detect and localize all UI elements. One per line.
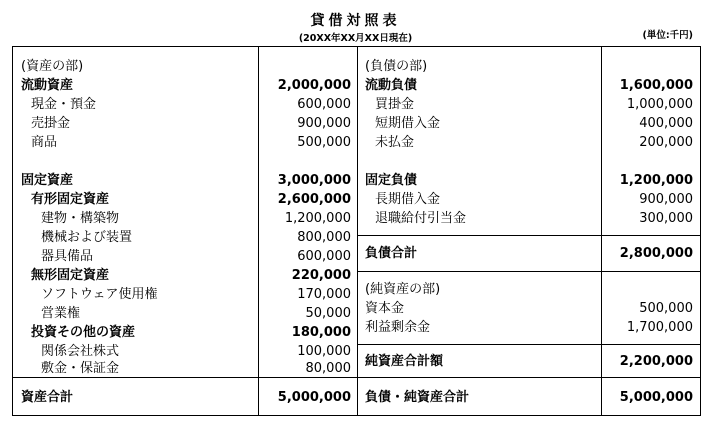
asset-row: [21, 266, 351, 285]
asset-value: 600,000: [297, 249, 351, 264]
liability-row: [365, 171, 693, 190]
page-title: 貸借対照表: [310, 13, 401, 29]
net-asset-value: 500,000: [639, 301, 693, 316]
assets-section-heading: (資産の部): [21, 59, 84, 74]
liability-value: 300,000: [639, 211, 693, 226]
asset-value: 3,000,000: [277, 173, 351, 188]
asset-row: [21, 247, 351, 266]
asset-label: ソフトウェア使用権: [41, 287, 158, 302]
asset-row: [21, 171, 351, 190]
liability-row: [365, 76, 693, 95]
asset-value: 100,000: [297, 344, 351, 359]
asset-value: 50,000: [305, 306, 351, 321]
liability-row: [365, 190, 693, 209]
as-of-date: (20XX年XX月XX日現在): [298, 33, 413, 44]
net-asset-value: 1,700,000: [626, 320, 693, 335]
net-asset-row: [365, 318, 693, 337]
unit-label: (単位:千円): [642, 30, 693, 41]
assets-total-label: 資産合計: [21, 390, 74, 405]
net-asset-label: 利益剰余金: [365, 320, 431, 335]
asset-row: [21, 304, 351, 323]
liability-row: [365, 114, 693, 133]
asset-label: 建物・構築物: [41, 211, 120, 226]
asset-label: 現金・預金: [31, 97, 97, 112]
liability-row: [365, 95, 693, 114]
liability-value: 1,000,000: [626, 97, 693, 112]
net-assets-total-value: 2,200,000: [619, 354, 693, 369]
asset-value: 80,000: [305, 361, 351, 376]
asset-label: 固定資産: [21, 173, 74, 188]
liabilities-section-heading: (負債の部): [365, 59, 428, 74]
net-assets-top-line: [357, 271, 701, 272]
center-divider: [357, 47, 358, 415]
asset-value: 500,000: [297, 135, 351, 150]
net-asset-label: 資本金: [365, 301, 405, 316]
liabilities-total-label: 負債合計: [365, 246, 418, 261]
liability-label: 固定負債: [365, 173, 418, 188]
asset-row: [21, 359, 351, 378]
liability-label: 流動負債: [365, 78, 418, 93]
asset-value: 600,000: [297, 97, 351, 112]
balance-sheet-table: [12, 46, 701, 416]
liabilities-total-value: 2,800,000: [619, 246, 693, 261]
asset-label: 営業権: [41, 306, 81, 321]
asset-value: 2,000,000: [277, 78, 351, 93]
asset-row: [21, 209, 351, 228]
liability-value: 1,200,000: [619, 173, 693, 188]
asset-row: [21, 190, 351, 209]
asset-value: 170,000: [297, 287, 351, 302]
asset-row: [21, 228, 351, 247]
asset-value: 1,200,000: [284, 211, 351, 226]
liability-label: 長期借入金: [375, 192, 441, 207]
asset-value: 800,000: [297, 230, 351, 245]
asset-label: 売掛金: [31, 116, 71, 131]
asset-value: 220,000: [291, 268, 351, 283]
liability-label: 未払金: [375, 135, 415, 150]
asset-label: 商品: [31, 135, 58, 150]
asset-row: [21, 285, 351, 304]
liability-label: 退職給付引当金: [375, 211, 467, 226]
asset-label: 敷金・保証金: [41, 361, 120, 376]
net-assets-total-row: [365, 352, 693, 371]
liability-value: 900,000: [639, 192, 693, 207]
asset-label: 器具備品: [41, 249, 94, 264]
asset-label: 関係会社株式: [41, 344, 120, 359]
asset-label: 投資その他の資産: [31, 325, 136, 340]
net-asset-row: [365, 299, 693, 318]
asset-label: 無形固定資産: [31, 268, 110, 283]
asset-value: 2,600,000: [277, 192, 351, 207]
liabilities-total-row: [365, 244, 693, 263]
grand-total-label: 負債・純資産合計: [365, 390, 470, 405]
liability-label: 短期借入金: [375, 116, 441, 131]
liability-label: 買掛金: [375, 97, 415, 112]
asset-row: [21, 76, 351, 95]
asset-row: [21, 95, 351, 114]
asset-row: [21, 133, 351, 152]
grand-total-row: [365, 388, 693, 407]
assets-total-row: [21, 388, 351, 407]
asset-value: 900,000: [297, 116, 351, 131]
net-assets-total-label: 純資産合計額: [365, 354, 444, 369]
asset-label: 機械および装置: [41, 230, 133, 245]
asset-row: [21, 114, 351, 133]
grand-total-value: 5,000,000: [619, 390, 693, 405]
assets-total-value: 5,000,000: [277, 390, 351, 405]
net-assets-section-heading: (純資産の部): [365, 282, 441, 297]
liability-row: [365, 209, 693, 228]
liability-value: 1,600,000: [619, 78, 693, 93]
liability-value: 400,000: [639, 116, 693, 131]
asset-label: 有形固定資産: [31, 192, 110, 207]
liability-row: [365, 133, 693, 152]
net-assets-total-top-line: [357, 344, 701, 345]
asset-value: 180,000: [291, 325, 351, 340]
liability-value: 200,000: [639, 135, 693, 150]
asset-label: 流動資産: [21, 78, 74, 93]
asset-row: [21, 323, 351, 342]
liabilities-total-top-line: [357, 235, 701, 236]
